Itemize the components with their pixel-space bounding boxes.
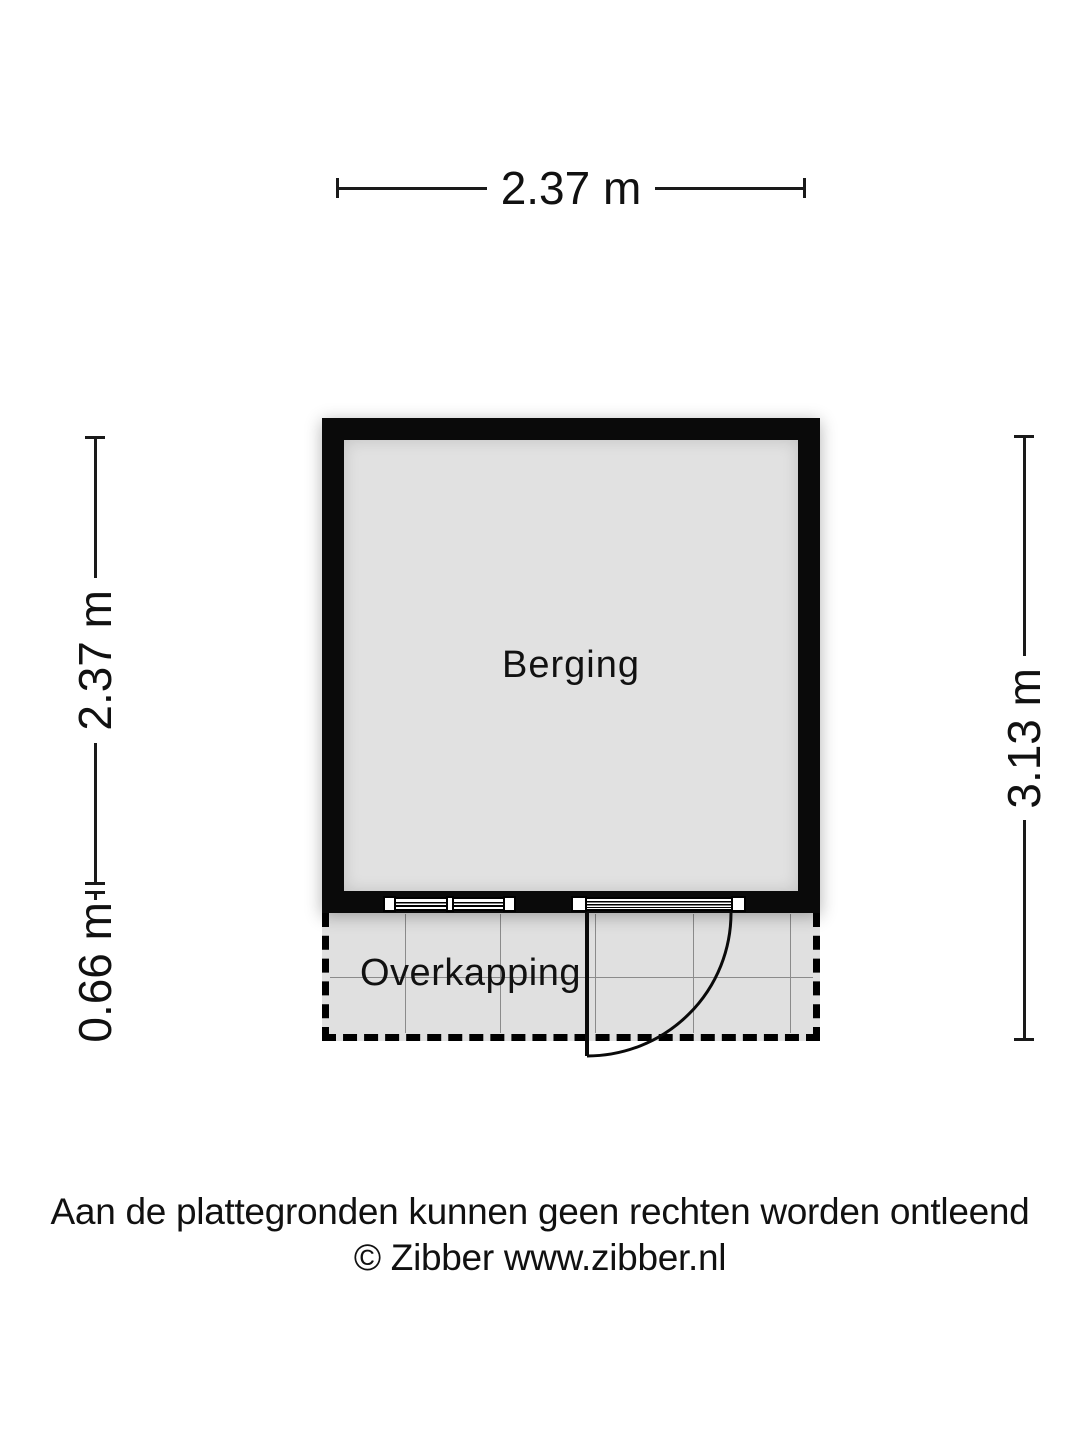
window-post [503, 896, 516, 912]
window-glass [587, 897, 731, 911]
dimension-tick [803, 178, 806, 198]
dimension-line [655, 187, 803, 190]
dimension-left-upper [60, 436, 130, 885]
dimension-line [339, 187, 487, 190]
dimension-line [1023, 438, 1026, 656]
dimension-right [989, 435, 1059, 1041]
dimension-right-label: 3.13 m [998, 667, 1050, 809]
dimension-left-lower-label: 0.66 m [69, 902, 121, 1043]
dimension-top-label: 2.37 m [500, 162, 642, 214]
dimension-top [336, 158, 806, 218]
dimension-left-lower [60, 891, 130, 1051]
tile-gridline [595, 914, 596, 1033]
tile-gridline [693, 914, 694, 1033]
window-post [731, 896, 746, 912]
tile-gridline [790, 914, 791, 1033]
dimension-tick [85, 882, 105, 885]
wide-window [571, 896, 746, 912]
room-berging-floor [344, 440, 798, 891]
window-post [383, 896, 396, 912]
dimension-line [1023, 820, 1026, 1038]
footer-copyright: © Zibber www.zibber.nl [353, 1237, 727, 1278]
double-window [383, 896, 516, 912]
window-post [446, 896, 454, 912]
dimension-left-upper-label: 2.37 m [69, 590, 121, 731]
dimension-tick [1014, 1038, 1034, 1041]
window-glass [454, 897, 503, 911]
overkapping-label: Overkapping [360, 952, 581, 994]
window-post [571, 896, 587, 912]
window-glass [396, 897, 446, 911]
dimension-line [94, 743, 97, 882]
berging-label: Berging [502, 644, 640, 686]
footer-disclaimer: Aan de plattegronden kunnen geen rechten worden ontleend [50, 1191, 1030, 1232]
dimension-line [94, 439, 97, 578]
room-berging [322, 418, 820, 913]
